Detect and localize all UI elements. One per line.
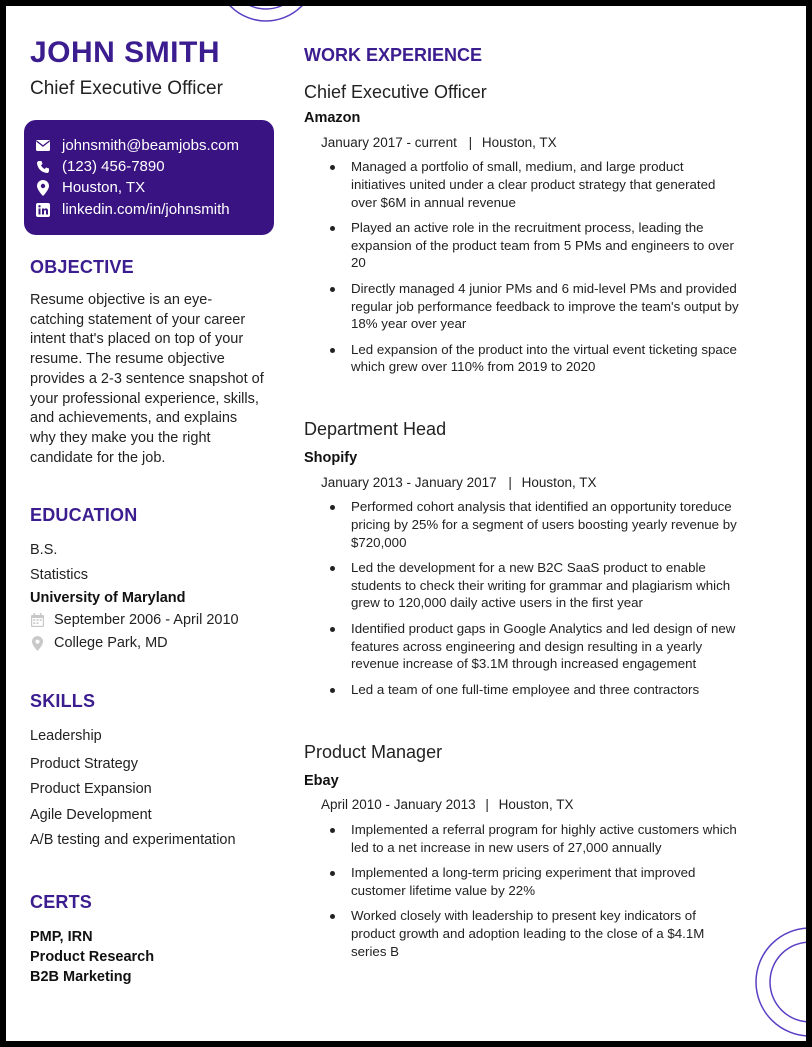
linkedin-icon [36,202,50,218]
bullet-item: Led the development for a new B2C SaaS product to enable students to check their writing for grammar and plagiarism which grew to 120,000 daily active users in the first year [351,559,741,612]
bullet-item: Led a team of one full-time employee and three contractors [351,681,741,699]
bullet-item: Implemented a referral program for highly active customers which led to a net increase in new users of 27,000 annually [351,821,741,857]
skill-item: A/B testing and experimentation [30,832,236,848]
education-school: University of Maryland [30,590,186,606]
top-decor-circles [211,6,321,26]
job-bullets [351,498,741,706]
job-bullets [351,158,741,384]
bullet-item: Identified product gaps in Google Analytics and led design of new features across engineering and design resulting in a yearly revenue increase of $3.1M through increased engagement [351,620,741,673]
job-company: Shopify [304,450,358,466]
bullet-item: Performed cohort analysis that identified an opportunity toreduce pricing by 25% for a segment of users boosting yearly revenue by $720,000 [351,498,741,551]
work-experience-heading: WORK EXPERIENCE [304,45,483,65]
bullet-item: Led expansion of the product into the virtual event ticketing space which grew over 110% from 2019 to 2020 [351,341,741,377]
job-location: Houston, TX [521,475,597,490]
contact-email[interactable] [36,137,239,154]
education-location-row [30,635,168,651]
location-text: Houston, TX [62,179,146,196]
job-title: Product Manager [304,742,443,762]
envelope-icon [36,138,50,154]
bullet-item: Played an active role in the recruitment process, leading the expansion of the product team from 5 PMs and engineers to over 20 [351,219,741,272]
certs-heading: CERTS [30,892,93,912]
bullet-item: Directly managed 4 junior PMs and 6 mid-level PMs and provided regular job performance feedback to improve the team's output by 18% year over year [351,280,741,333]
education-heading: EDUCATION [30,505,138,525]
map-pin-icon [36,180,50,196]
job-location: Houston, TX [498,797,574,812]
cert-item: PMP, IRN [30,929,93,945]
skill-item: Product Strategy [30,756,138,772]
job-dates: January 2017 - current [321,135,457,150]
candidate-name: JOHN SMITH [30,36,221,69]
skill-item: Product Expansion [30,781,152,797]
job-dates: January 2013 - January 2017 [321,475,497,490]
linkedin-text: linkedin.com/in/johnsmith [62,201,230,218]
contact-linkedin[interactable] [36,201,230,218]
job-meta [321,135,557,150]
phone-icon [36,159,50,175]
contact-box [24,120,274,235]
skills-heading: SKILLS [30,691,96,711]
education-degree: B.S. [30,542,58,558]
phone-text: (123) 456-7890 [62,158,165,175]
job-company: Ebay [304,773,339,789]
bullet-item: Worked closely with leadership to present key indicators of product growth and adoption leading to the close of a $4.1M series B [351,907,741,960]
bullet-item: Implemented a long-term pricing experiment that improved customer lifetime value by 22% [351,864,741,900]
job-separator: | [485,797,489,812]
bullet-item: Managed a portfolio of small, medium, and large product initiatives united under a clear product strategy that generated over $6M in annual revenue [351,158,741,211]
calendar-icon [30,613,44,627]
job-separator: | [508,475,512,490]
cert-item: Product Research [30,949,155,965]
education-field: Statistics [30,567,89,583]
skill-item: Agile Development [30,807,152,823]
job-location: Houston, TX [481,135,557,150]
job-meta [321,797,573,812]
candidate-title: Chief Executive Officer [30,78,223,99]
bottom-decor-circles [752,924,806,1041]
contact-location [36,179,145,196]
job-title: Department Head [304,419,447,439]
map-pin-icon [30,636,44,651]
skill-item: Leadership [30,728,102,744]
resume-page [6,6,806,1041]
job-bullets [351,821,741,968]
job-meta [321,475,596,490]
cert-item: B2B Marketing [30,969,132,985]
contact-phone[interactable] [36,158,165,175]
job-separator: | [468,135,473,150]
objective-text: Resume objective is an eye-catching statement of your career intent that's placed on top of your resume. The resume objective provides a 2-3 sentence snapshot of your professional experience, skills, and achievements, and explains why they make you the right candidate for the job. [30,292,264,466]
job-company: Amazon [304,110,361,126]
email-text: johnsmith@beamjobs.com [62,137,239,154]
education-dates: September 2006 - April 2010 [54,612,239,628]
job-dates: April 2010 - January 2013 [321,797,476,812]
education-dates-row [30,612,239,628]
education-location: College Park, MD [54,635,168,651]
job-title: Chief Executive Officer [304,82,487,102]
objective-heading: OBJECTIVE [30,257,134,277]
